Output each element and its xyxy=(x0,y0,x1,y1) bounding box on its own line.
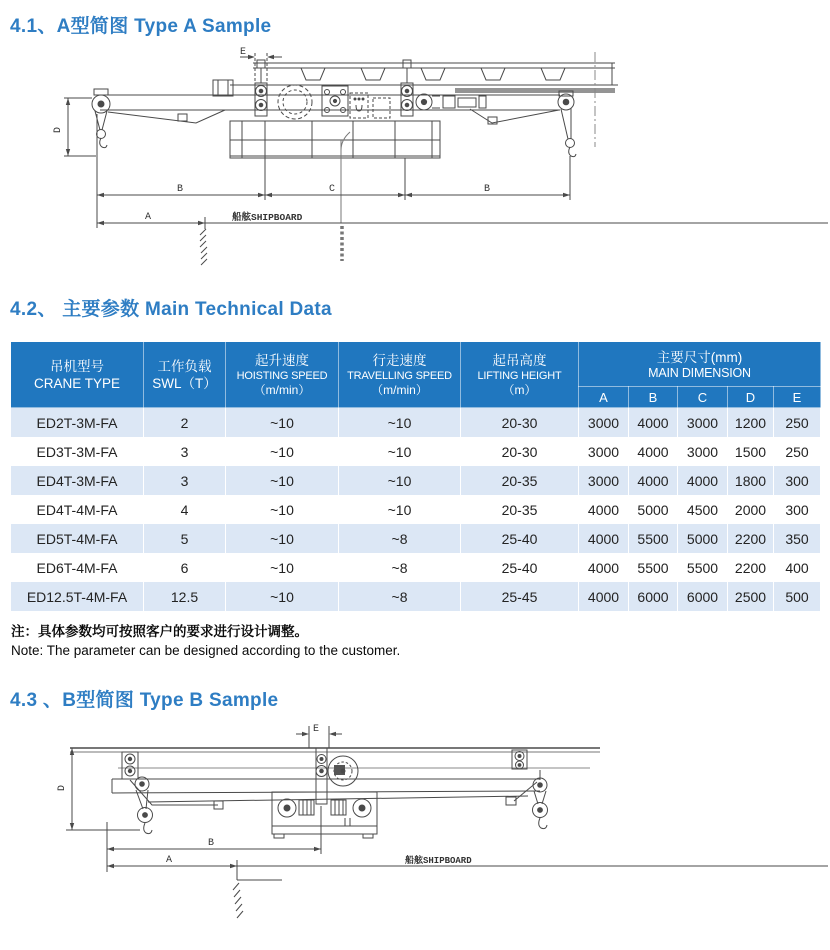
cell-dim-a: 3000 xyxy=(579,466,629,495)
col-header-dim-b: B xyxy=(629,387,678,408)
crane-diagram-type-b xyxy=(0,722,830,948)
cell-model: ED4T-4M-FA xyxy=(11,495,144,524)
cell-dim-c: 5500 xyxy=(678,553,728,582)
cell-dim-b: 4000 xyxy=(629,466,678,495)
cell-lift: 20-30 xyxy=(461,437,579,466)
section-title-tech-data: 4.2、 主要参数 Main Technical Data xyxy=(10,299,332,320)
cell-lift: 25-40 xyxy=(461,553,579,582)
cell-dim-b: 5500 xyxy=(629,524,678,553)
section-title-type-a: 4.1、A型简图 Type A Sample xyxy=(10,16,272,37)
cell-swl: 4 xyxy=(144,495,226,524)
table-row xyxy=(11,408,821,438)
dim-label-b-right: B xyxy=(483,184,491,195)
cell-dim-a: 4000 xyxy=(579,582,629,611)
cell-dim-c: 4000 xyxy=(678,466,728,495)
cell-dim-a: 4000 xyxy=(579,553,629,582)
dim-label-d: D xyxy=(53,126,64,134)
col-header-dim-e: E xyxy=(774,387,821,408)
shipboard-label: 船舷SHIPBOARD xyxy=(405,856,472,866)
dim-label-e: E xyxy=(312,724,320,735)
technical-data-table xyxy=(10,341,821,611)
dim-label-a: A xyxy=(165,855,173,866)
cell-dim-e: 400 xyxy=(774,553,821,582)
cell-dim-b: 6000 xyxy=(629,582,678,611)
table-row xyxy=(11,553,821,582)
col-header-hoisting-speed: 起升速度 HOISTING SPEED （m/min） xyxy=(226,342,339,408)
dim-label-a: A xyxy=(144,212,152,223)
cell-dim-b: 4000 xyxy=(629,408,678,438)
cell-dim-a: 4000 xyxy=(579,524,629,553)
table-row xyxy=(11,437,821,466)
cell-dim-d: 2200 xyxy=(728,524,774,553)
cell-dim-b: 5500 xyxy=(629,553,678,582)
table-row xyxy=(11,582,821,611)
cell-dim-e: 300 xyxy=(774,466,821,495)
cell-model: ED5T-4M-FA xyxy=(11,524,144,553)
cell-dim-d: 1800 xyxy=(728,466,774,495)
table-notes xyxy=(11,622,400,660)
note-zh: 注：具体参数均可按照客户的要求进行设计调整。 xyxy=(11,624,308,639)
cell-swl: 2 xyxy=(144,408,226,438)
cell-dim-d: 2200 xyxy=(728,553,774,582)
cell-dim-e: 350 xyxy=(774,524,821,553)
cell-dim-a: 3000 xyxy=(579,437,629,466)
col-header-swl: 工作负载 SWL（T） xyxy=(144,342,226,408)
note-en: Note: The parameter can be designed according to the customer. xyxy=(11,643,401,658)
section-title-type-b: 4.3 、B型简图 Type B Sample xyxy=(10,690,279,711)
cell-travel: ~8 xyxy=(339,524,461,553)
cell-dim-a: 4000 xyxy=(579,495,629,524)
cell-model: ED12.5T-4M-FA xyxy=(11,582,144,611)
cell-dim-c: 3000 xyxy=(678,437,728,466)
cell-hoist: ~10 xyxy=(226,437,339,466)
cell-lift: 25-40 xyxy=(461,524,579,553)
cell-dim-d: 1500 xyxy=(728,437,774,466)
cell-dim-a: 3000 xyxy=(579,408,629,438)
dim-label-b: B xyxy=(207,838,215,849)
cell-lift: 20-30 xyxy=(461,408,579,438)
cell-hoist: ~10 xyxy=(226,553,339,582)
shipboard-label: 船舷SHIPBOARD xyxy=(232,212,303,223)
cell-model: ED2T-3M-FA xyxy=(11,408,144,438)
col-header-crane-type: 吊机型号 CRANE TYPE xyxy=(11,342,144,408)
cell-dim-b: 5000 xyxy=(629,495,678,524)
col-header-main-dimension: 主要尺寸(mm) MAIN DIMENSION xyxy=(579,342,821,387)
dim-label-b-left: B xyxy=(176,184,184,195)
cell-swl: 5 xyxy=(144,524,226,553)
cell-travel: ~8 xyxy=(339,553,461,582)
dim-label-d: D xyxy=(57,784,68,792)
cell-hoist: ~10 xyxy=(226,466,339,495)
cell-lift: 20-35 xyxy=(461,466,579,495)
col-header-travelling-speed: 行走速度 TRAVELLING SPEED （m/min） xyxy=(339,342,461,408)
col-header-dim-a: A xyxy=(579,387,629,408)
cell-dim-e: 500 xyxy=(774,582,821,611)
dim-label-c: C xyxy=(328,184,336,195)
cell-dim-d: 1200 xyxy=(728,408,774,438)
cell-model: ED3T-3M-FA xyxy=(11,437,144,466)
cell-dim-e: 250 xyxy=(774,408,821,438)
dim-label-e: E xyxy=(239,47,247,58)
cell-travel: ~8 xyxy=(339,582,461,611)
cell-travel: ~10 xyxy=(339,495,461,524)
cell-dim-e: 250 xyxy=(774,437,821,466)
cell-hoist: ~10 xyxy=(226,582,339,611)
table-row xyxy=(11,466,821,495)
cell-travel: ~10 xyxy=(339,437,461,466)
cell-lift: 20-35 xyxy=(461,495,579,524)
cell-dim-c: 6000 xyxy=(678,582,728,611)
cell-dim-b: 4000 xyxy=(629,437,678,466)
cell-swl: 3 xyxy=(144,437,226,466)
cell-model: ED4T-3M-FA xyxy=(11,466,144,495)
cell-travel: ~10 xyxy=(339,466,461,495)
col-header-lifting-height: 起吊高度 LIFTING HEIGHT （m） xyxy=(461,342,579,408)
crane-diagram-type-a xyxy=(0,44,830,278)
cell-dim-c: 5000 xyxy=(678,524,728,553)
cell-swl: 6 xyxy=(144,553,226,582)
cell-hoist: ~10 xyxy=(226,408,339,438)
cell-hoist: ~10 xyxy=(226,495,339,524)
cell-dim-e: 300 xyxy=(774,495,821,524)
cell-dim-c: 3000 xyxy=(678,408,728,438)
table-row xyxy=(11,495,821,524)
cell-travel: ~10 xyxy=(339,408,461,438)
cell-dim-d: 2500 xyxy=(728,582,774,611)
cell-dim-d: 2000 xyxy=(728,495,774,524)
cell-lift: 25-45 xyxy=(461,582,579,611)
cell-model: ED6T-4M-FA xyxy=(11,553,144,582)
cell-swl: 12.5 xyxy=(144,582,226,611)
cell-hoist: ~10 xyxy=(226,524,339,553)
col-header-dim-c: C xyxy=(678,387,728,408)
table-row xyxy=(11,524,821,553)
cell-dim-c: 4500 xyxy=(678,495,728,524)
col-header-dim-d: D xyxy=(728,387,774,408)
cell-swl: 3 xyxy=(144,466,226,495)
